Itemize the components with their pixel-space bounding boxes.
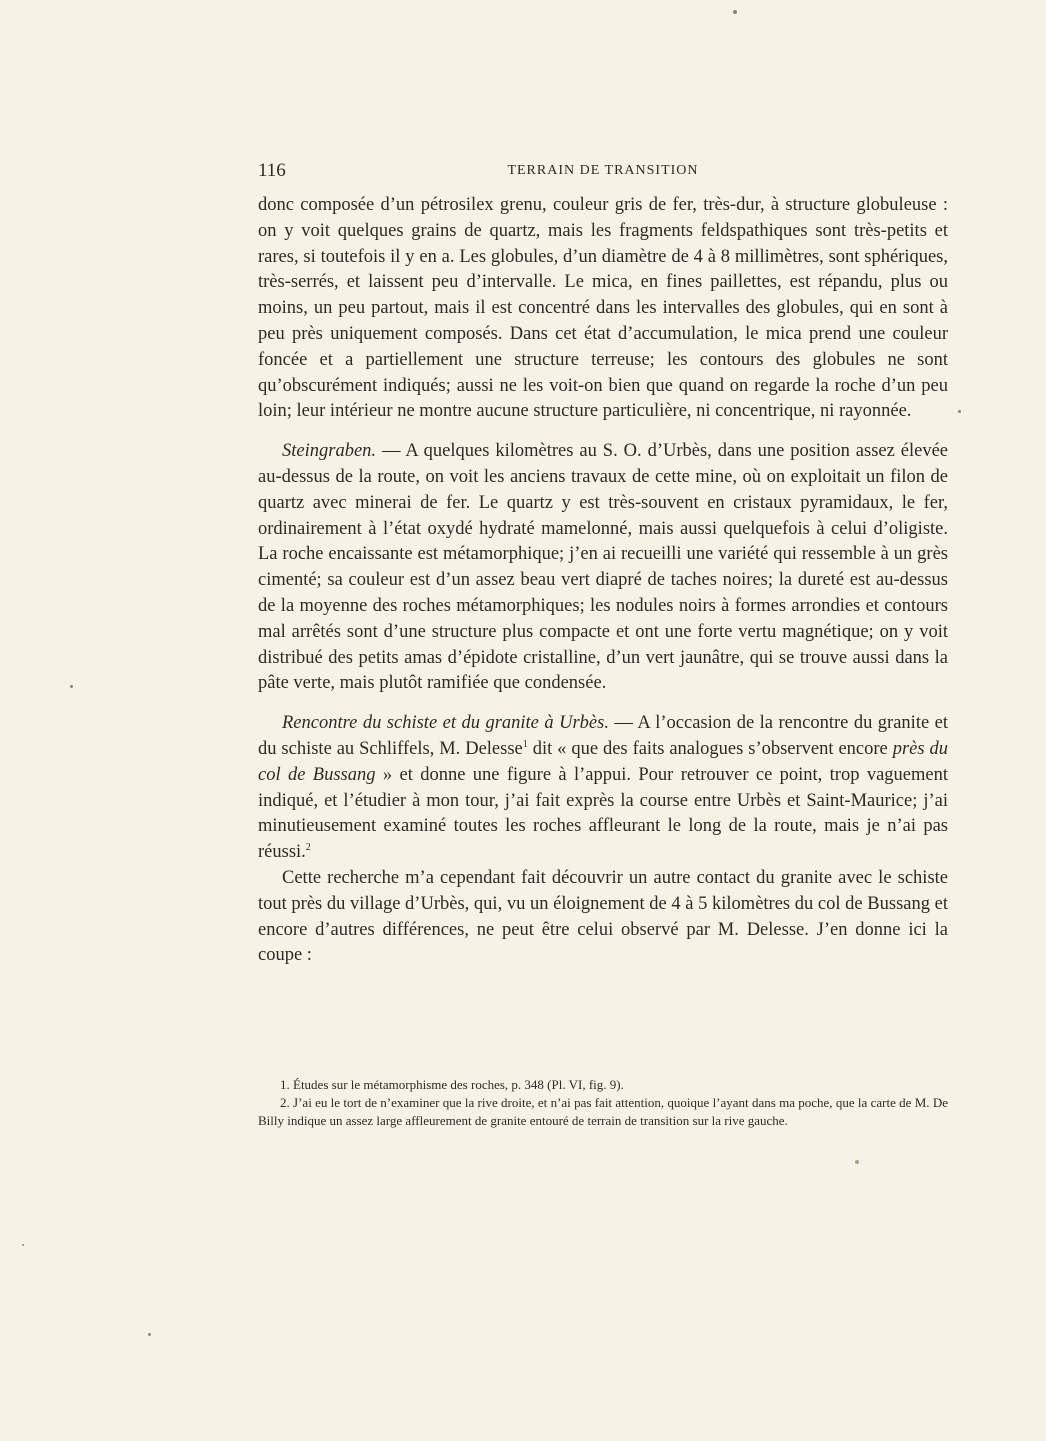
italic-phrase-col-de-bussang: près du col de Bussang	[258, 738, 948, 785]
paragraph-recherche: Cette recherche m’a cependant fait découvrir un autre contact du granite avec le schiste tout près du village d’Urbès, qui, vu un éloignement de 4 à 5 kilomètres du col de Bussang et encore d’autres différences, ne peut être celui observé par M. Delesse. J’en donne ici la coupe :	[258, 867, 948, 966]
section-heading-steingraben: Steingraben.	[282, 441, 377, 462]
paper-speck	[148, 1333, 151, 1336]
paragraph-1: donc composée d’un pétrosilex grenu, couleur gris de fer, très-dur, à structure globuleuse : on y voit quelques grains de quartz, mais les fragments feldspathiques sont très-petits et rares, si toutefois il y en a. Les globules, d’un diamètre de 4 à 8 millimètres, sont sphériques, très-serrés, et laissent peu d’intervalle. Le mica, en fines paillettes, est répandu, plus ou moins, un peu partout, mais il est concentré dans les intervalles des globules, qui en sont à peu près uniquement composés. Dans cet état d’accumulation, le mica prend une couleur foncée et a partiellement une structure terreuse; les contours des globules ne sont qu’obscurément indiqués; aussi ne les voit-on bien que quand on regarde la roche d’un peu loin; leur intérieur ne montre aucune structure particulière, ni concentrique, ni rayonnée.	[258, 195, 948, 422]
paragraph-rencontre-body-b: dit « que des faits analogues s’observent encore	[527, 738, 893, 759]
main-text	[258, 193, 948, 969]
footnote-1: 1. Études sur le métamorphisme des roches, p. 348 (Pl. VI, fig. 9).	[280, 1077, 624, 1092]
paper-speck	[855, 1160, 859, 1164]
section-heading-rencontre: Rencontre du schiste et du granite à Urbès.	[282, 713, 609, 734]
paper-speck	[733, 10, 737, 14]
paragraph-steingraben-body: — A quelques kilomètres au S. O. d’Urbès, dans une position assez élevée au-dessus de la route, on voit les anciens travaux de cette mine, où on exploitait un filon de quartz avec minerai de fer. Le quartz y est très-souvent en cristaux pyramidaux, le fer, ordinairement à l’état oxydé hydraté mamelonné, mais aussi quelquefois à celui d’oligiste. La roche encaissante est métamorphique; j’en ai recueilli une variété qui ressemble à un grès cimenté; sa couleur est d’un assez beau vert diapré de taches noires; la dureté est au-dessus de la moyenne des roches métamorphiques; les nodules noirs à formes arrondies et contours mal arrêtés sont d’une structure plus compacte et ont une forte vertu magnétique; on y voit distribué des petits amas d’épidote cristalline, d’un vert jaunâtre, qui se trouve aussi dans la pâte verte, mais plutôt ramifiée que condensée.	[258, 441, 948, 694]
footnotes	[258, 1076, 948, 1130]
paragraph-rencontre-body-a: — A l’occasion de la rencontre du granite et du schiste au Schliffels, M. Delesse	[258, 713, 948, 759]
paragraph-steingraben	[258, 439, 948, 697]
footnote-2: 2. J’ai eu le tort de n’examiner que la rive droite, et n’ai pas fait attention, quoique l’ayant dans ma poche, que la carte de M. De Billy indique un assez large affleurement de granite entouré de terrain de transition sur la rive gauche.	[258, 1095, 948, 1128]
running-title: TERRAIN DE TRANSITION	[507, 163, 699, 178]
paper-speck	[22, 1244, 24, 1246]
page-number: 116	[258, 160, 286, 181]
page-header	[258, 160, 948, 186]
paper-speck	[70, 685, 73, 688]
footnote-ref-1[interactable]: 1	[522, 738, 528, 750]
paragraph-rencontre	[258, 711, 948, 866]
paragraph-rencontre-body-c: » et donne une figure à l’appui. Pour retrouver ce point, trop vaguement indiqué, et l’étudier à mon tour, j’ai fait exprès la course entre Urbès et Saint-Maurice; j’ai minutieusement examiné toutes les roches affleurant le long de la route, mais je n’ai pas réussi.	[258, 764, 948, 863]
footnote-ref-2[interactable]: 2	[305, 841, 311, 853]
paper-speck	[958, 410, 961, 413]
